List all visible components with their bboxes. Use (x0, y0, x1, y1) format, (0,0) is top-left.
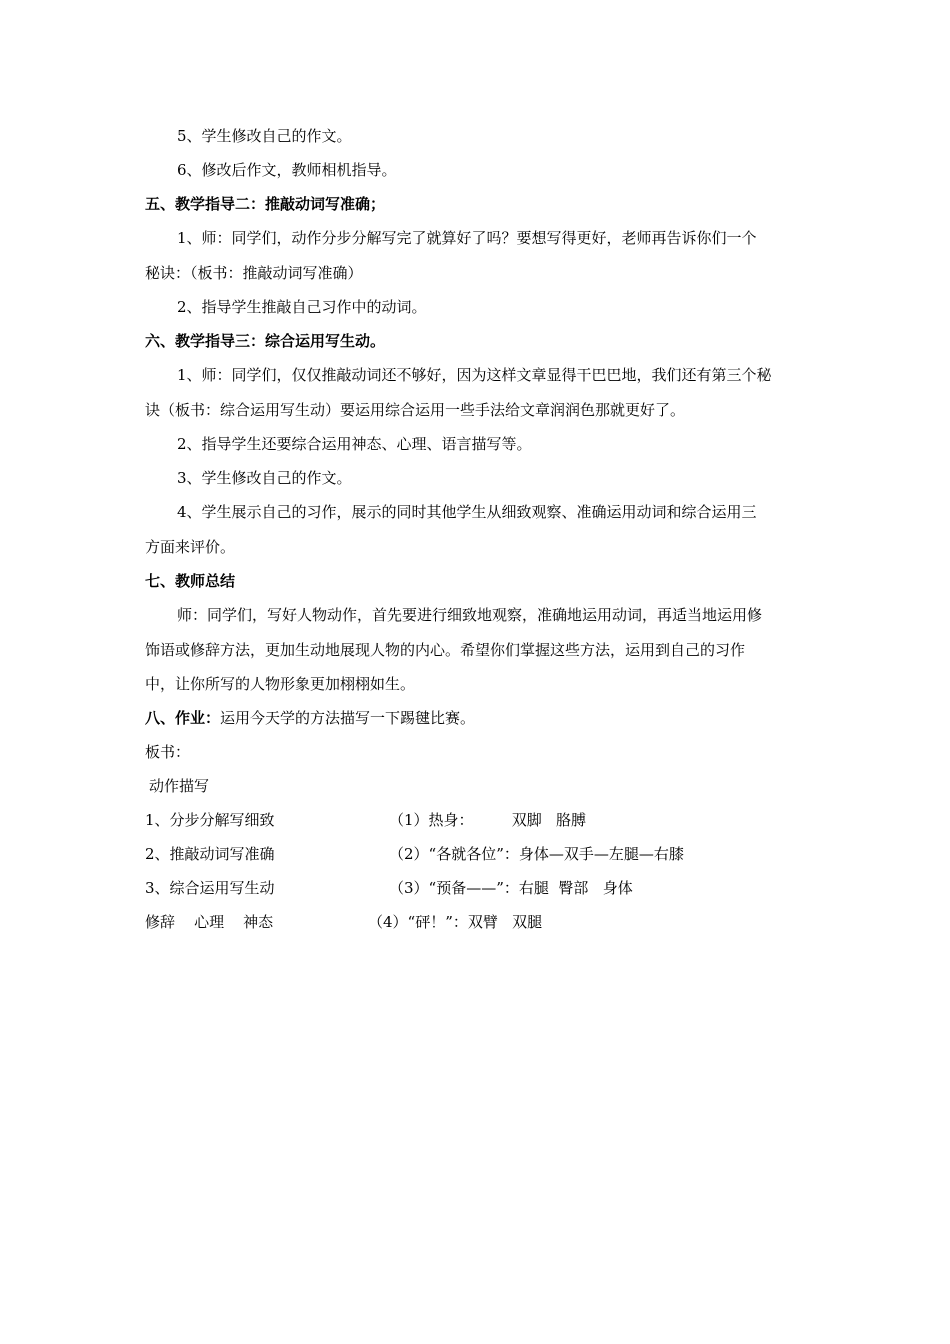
homework-line (145, 708, 475, 728)
homework-label: 八、作业： (145, 709, 221, 727)
board-right-item: （4）“砰！”：双臂 双腿 (368, 913, 543, 931)
section-heading: 七、教师总结 (145, 572, 236, 590)
paragraph-line: 5、学生修改自己的作文。 (177, 127, 352, 145)
paragraph-line: 2、指导学生推敲自己习作中的动词。 (177, 298, 427, 316)
board-right-item: （1）热身： 双脚 胳膊 (389, 811, 586, 829)
paragraph-line: 方面来评价。 (145, 538, 236, 556)
board-left-item: 2、推敲动词写准确 (145, 845, 275, 863)
paragraph-line: 6、修改后作文，教师相机指导。 (177, 161, 397, 179)
paragraph-line: 3、学生修改自己的作文。 (177, 469, 352, 487)
board-title: 动作描写 (149, 777, 210, 795)
paragraph-line: 师：同学们，写好人物动作，首先要进行细致地观察，准确地运用动词，再适当地运用修 (177, 606, 763, 624)
paragraph-line: 秘诀：（板书：推敲动词写准确） (145, 264, 363, 282)
board-label: 板书： (145, 743, 191, 761)
homework-text: 运用今天学的方法描写一下踢毽比赛。 (220, 709, 476, 727)
board-left-item: 1、分步分解写细致 (145, 811, 275, 829)
board-right-item: （3）“预备——”：右腿 臀部 身体 (389, 879, 633, 897)
section-heading: 六、教学指导三：综合运用写生动。 (145, 332, 386, 350)
paragraph-line: 中，让你所写的人物形象更加栩栩如生。 (145, 675, 416, 693)
board-right-item: （2）“各就各位”：身体—双手—左腿—右膝 (389, 845, 684, 863)
paragraph-line: 2、指导学生还要综合运用神态、心理、语言描写等。 (177, 435, 532, 453)
paragraph-line: 诀（板书：综合运用写生动）要运用综合运用一些手法给文章润润色那就更好了。 (145, 401, 686, 419)
paragraph-line: 1、师：同学们，仅仅推敲动词还不够好，因为这样文章显得干巴巴地，我们还有第三个秘 (177, 366, 772, 384)
paragraph-line: 1、师：同学们，动作分步分解写完了就算好了吗？要想写得更好，老师再告诉你们一个 (177, 229, 757, 247)
paragraph-line: 4、学生展示自己的习作，展示的同时其他学生从细致观察、准确运用动词和综合运用三 (177, 503, 757, 521)
board-left-item: 3、综合运用写生动 (145, 879, 275, 897)
section-heading: 五、教学指导二：推敲动词写准确； (145, 195, 386, 213)
paragraph-line: 饰语或修辞方法，更加生动地展现人物的内心。希望你们掌握这些方法，运用到自己的习作 (145, 641, 746, 659)
board-left-item: 修辞 心理 神态 (145, 913, 274, 931)
